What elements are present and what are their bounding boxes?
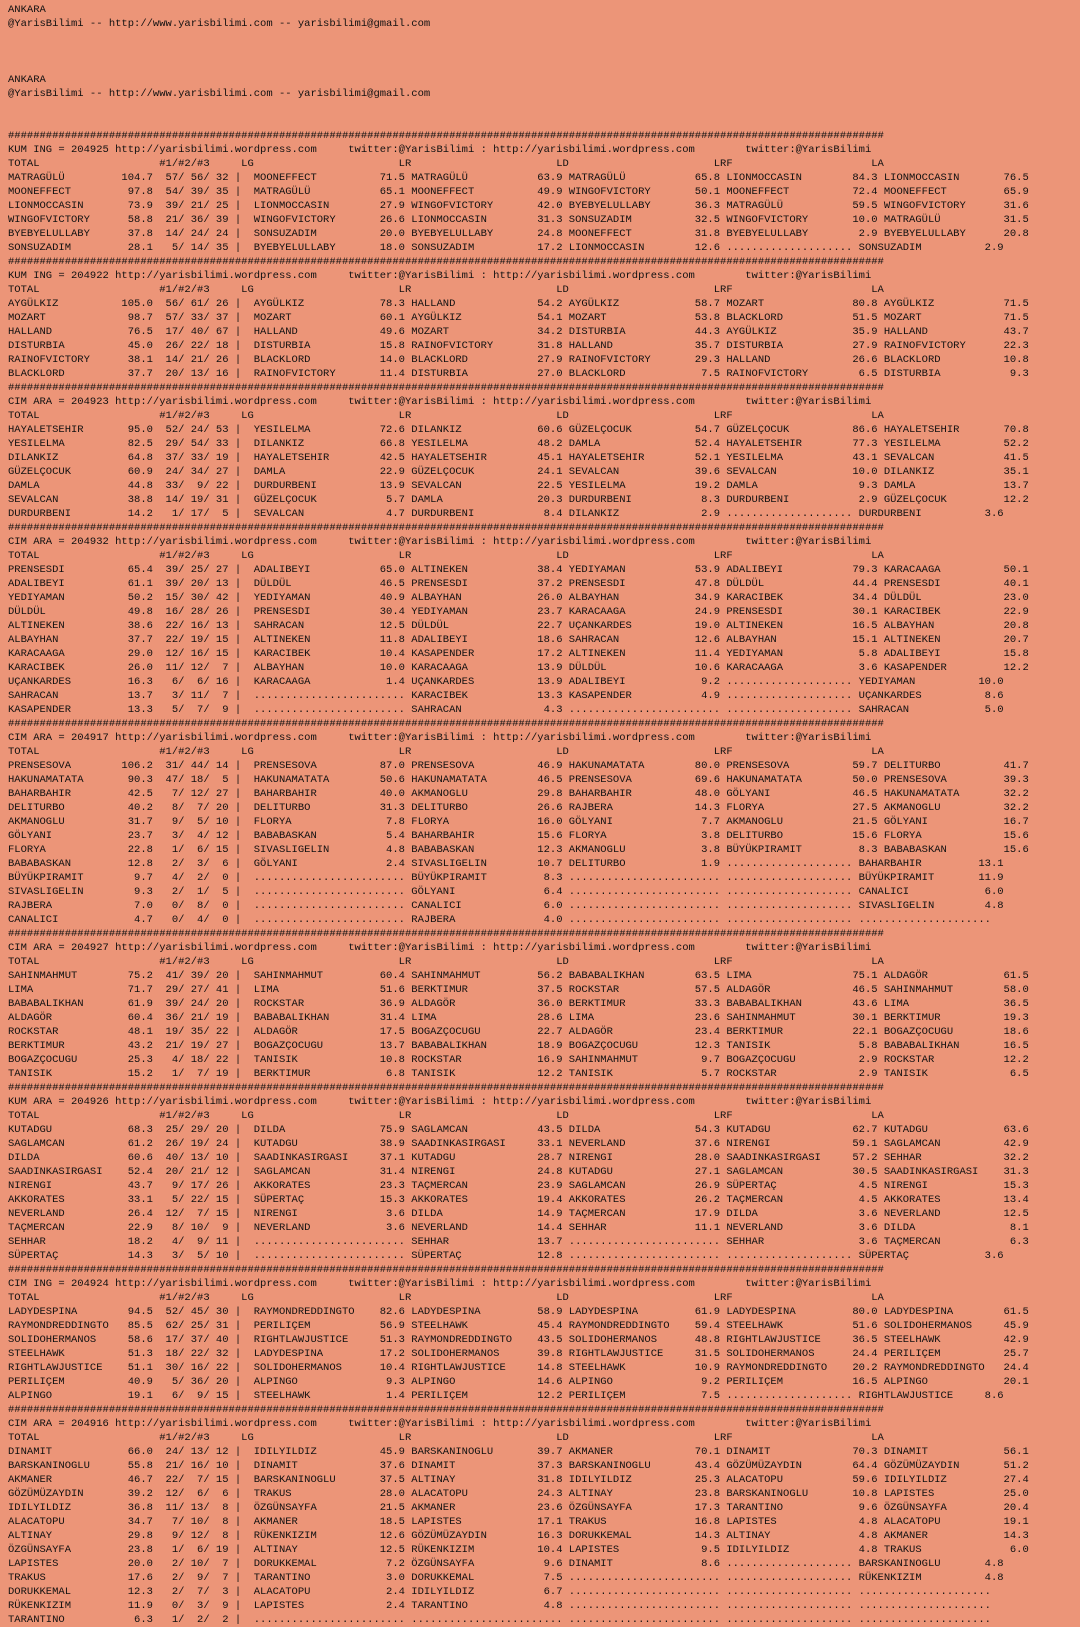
table-row: ADALIBEYI 61.1 39/ 20/ 13 | DÜLDÜL 46.5 PRENSESDI 37.2 PRENSESDI 47.8 DÜLDÜL 44.4 PRENSESDI 40.1 [8, 578, 1029, 590]
table-row: ALTINEKEN 38.6 22/ 16/ 13 | SAHRACAN 12.5 DÜLDÜL 22.7 UÇANKARDES 19.0 ALTINEKEN 16.5 ALBAYHAN 20.8 [8, 620, 1029, 632]
table-row: TARANTINO 6.3 1/ 2/ 2 | ........................ ........................ ........................ .................... ..................... [8, 1614, 991, 1626]
header-line: @YarisBilimi -- http://www.yarisbilimi.com -- yarisbilimi@gmail.com [8, 18, 431, 30]
header-line: ANKARA [8, 4, 46, 16]
table-row: AYGÜLKIZ 105.0 56/ 61/ 26 | AYGÜLKIZ 78.3 HALLAND 54.2 AYGÜLKIZ 58.7 MOZART 80.8 AYGÜLKIZ 71.5 [8, 298, 1029, 310]
blank-line [8, 101, 1080, 115]
table-row: AKKORATES 33.1 5/ 22/ 15 | SÜPERTAÇ 15.3 AKKORATES 19.4 AKKORATES 26.2 TAÇMERCAN 4.5 AKKORATES 13.4 [8, 1194, 1029, 1206]
table-row: BOGAZÇOCUGU 25.3 4/ 18/ 22 | TANISIK 10.8 ROCKSTAR 16.9 SAHINMAHMUT 9.7 BOGAZÇOCUGU 2.9 ROCKSTAR 12.2 [8, 1054, 1029, 1066]
table-row: AKMANER 46.7 22/ 7/ 15 | BARSKANINOGLU 37.5 ALTINAY 31.8 IDILYILDIZ 25.3 ALACATOPU 59.6 IDILYILDIZ 27.4 [8, 1474, 1029, 1486]
table-row: DURDURBENI 14.2 1/ 17/ 5 | SEVALCAN 4.7 DURDURBENI 8.4 DILANKIZ 2.9 .................... DURDURBENI 3.6 [8, 508, 1004, 520]
table-row: GÜZELÇOCUK 60.9 24/ 34/ 27 | DAMLA 22.9 GÜZELÇOCUK 24.1 SEVALCAN 39.6 SEVALCAN 10.0 DILANKIZ 35.1 [8, 466, 1029, 478]
table-row: RIGHTLAWJUSTICE 51.1 30/ 16/ 22 | SOLIDOHERMANOS 10.4 RIGHTLAWJUSTICE 14.8 STEELHAWK 10.9 RAYMONDREDDINGTO 20.2 RAYMONDREDDINGTO 24.4 [8, 1362, 1029, 1374]
table-row: HAKUNAMATATA 90.3 47/ 18/ 5 | HAKUNAMATATA 50.6 HAKUNAMATATA 46.5 PRENSESOVA 69.6 HAKUNAMATATA 50.0 PRENSESOVA 39.3 [8, 774, 1029, 786]
table-row: DORUKKEMAL 12.3 2/ 7/ 3 | ALACATOPU 2.4 IDILYILDIZ 6.7 ........................ .................... ..................... [8, 1586, 991, 1598]
blank-line [8, 45, 1080, 59]
table-row: IDILYILDIZ 36.8 11/ 13/ 8 | ÖZGÜNSAYFA 21.5 AKMANER 23.6 ÖZGÜNSAYFA 17.3 TARANTINO 9.6 ÖZGÜNSAYFA 20.4 [8, 1502, 1029, 1514]
table-row: MATRAGÜLÜ 104.7 57/ 56/ 32 | MOONEFFECT 71.5 MATRAGÜLÜ 63.9 MATRAGÜLÜ 65.8 LIONMOCCASIN 84.3 LIONMOCCASIN 76.5 [8, 172, 1029, 184]
table-row: ROCKSTAR 48.1 19/ 35/ 22 | ALDAGÖR 17.5 BOGAZÇOCUGU 22.7 ALDAGÖR 23.4 BERKTIMUR 22.1 BOGAZÇOCUGU 18.6 [8, 1026, 1029, 1038]
table-row: SÜPERTAÇ 14.3 3/ 5/ 10 | ........................ SÜPERTAÇ 12.8 ........................ .................... SÜPERTAÇ 3.6 [8, 1250, 1004, 1262]
column-header: TOTAL #1/#2/#3 LG LR LD LRF LA [8, 158, 884, 170]
separator-line: ########################################################################################################################################### [8, 1264, 884, 1276]
separator-line: ########################################################################################################################################### [8, 1082, 884, 1094]
column-header: TOTAL #1/#2/#3 LG LR LD LRF LA [8, 1432, 884, 1444]
table-row: ALDAGÖR 60.4 36/ 21/ 19 | BABABALIKHAN 31.4 LIMA 28.6 LIMA 23.6 SAHINMAHMUT 30.1 BERKTIMUR 19.3 [8, 1012, 1029, 1024]
table-row: SONSUZADIM 28.1 5/ 14/ 35 | BYEBYELULLABY 18.0 SONSUZADIM 17.2 LIONMOCCASIN 12.6 .................... SONSUZADIM 2.9 [8, 242, 1004, 254]
table-row: LIONMOCCASIN 73.9 39/ 21/ 25 | LIONMOCCASIN 27.9 WINGOFVICTORY 42.0 BYEBYELULLABY 36.3 MATRAGÜLÜ 59.5 WINGOFVICTORY 31.6 [8, 200, 1029, 212]
header-line: @YarisBilimi -- http://www.yarisbilimi.com -- yarisbilimi@gmail.com [8, 88, 431, 100]
table-row: AKMANOGLU 31.7 9/ 5/ 10 | FLORYA 7.8 FLORYA 16.0 GÖLYANI 7.7 AKMANOGLU 21.5 GÖLYANI 16.7 [8, 816, 1029, 828]
table-row: PRENSESDI 65.4 39/ 25/ 27 | ADALIBEYI 65.0 ALTINEKEN 38.4 YEDIYAMAN 53.9 ADALIBEYI 79.3 KARACAAGA 50.1 [8, 564, 1029, 576]
table-row: SEHHAR 18.2 4/ 9/ 11 | ........................ SEHHAR 13.7 ........................ SEHHAR 3.6 TAÇMERCAN 6.3 [8, 1236, 1029, 1248]
table-row: DILDA 60.6 40/ 13/ 10 | SAADINKASIRGASI 37.1 KUTADGU 28.7 NIRENGI 28.0 SAADINKASIRGASI 57.2 SEHHAR 32.2 [8, 1152, 1029, 1164]
table-row: NEVERLAND 26.4 12/ 7/ 15 | NIRENGI 3.6 DILDA 14.9 TAÇMERCAN 17.9 DILDA 3.6 NEVERLAND 12.5 [8, 1208, 1029, 1220]
separator-line: ########################################################################################################################################### [8, 928, 884, 940]
column-header: TOTAL #1/#2/#3 LG LR LD LRF LA [8, 746, 884, 758]
table-row: HAYALETSEHIR 95.0 52/ 24/ 53 | YESILELMA 72.6 DILANKIZ 60.6 GÜZELÇOCUK 54.7 GÜZELÇOCUK 86.6 HAYALETSEHIR 70.8 [8, 424, 1029, 436]
table-row: KARACIBEK 26.0 11/ 12/ 7 | ALBAYHAN 10.0 KARACAAGA 13.9 DÜLDÜL 10.6 KARACAAGA 3.6 KASAPENDER 12.2 [8, 662, 1029, 674]
table-row: HALLAND 76.5 17/ 40/ 67 | HALLAND 49.6 MOZART 34.2 DISTURBIA 44.3 AYGÜLKIZ 35.9 HALLAND 43.7 [8, 326, 1029, 338]
table-row: PERILIÇEM 40.9 5/ 36/ 20 | ALPINGO 9.3 ALPINGO 14.6 ALPINGO 9.2 PERILIÇEM 16.5 ALPINGO 20.1 [8, 1376, 1029, 1388]
table-row: BABABASKAN 12.8 2/ 3/ 6 | GÖLYANI 2.4 SIVASLIGELIN 10.7 DELITURBO 1.9 .................... BAHARBAHIR 13.1 [8, 858, 1004, 870]
table-row: ALBAYHAN 37.7 22/ 19/ 15 | ALTINEKEN 11.8 ADALIBEYI 18.6 SAHRACAN 12.6 ALBAYHAN 15.1 ALTINEKEN 20.7 [8, 634, 1029, 646]
separator-line: ########################################################################################################################################### [8, 382, 884, 394]
race-title: CIM ING = 204924 http://yarisbilimi.wordpress.com twitter:@YarisBilimi : http://yarisbilimi.wordpress.com twitter:@YarisBilimi [8, 1278, 872, 1290]
separator-line: ########################################################################################################################################### [8, 130, 884, 142]
table-row: SAADINKASIRGASI 52.4 20/ 21/ 12 | SAGLAMCAN 31.4 NIRENGI 24.8 KUTADGU 27.1 SAGLAMCAN 30.5 SAADINKASIRGASI 31.3 [8, 1166, 1029, 1178]
column-header: TOTAL #1/#2/#3 LG LR LD LRF LA [8, 550, 884, 562]
race-title: KUM ING = 204925 http://yarisbilimi.wordpress.com twitter:@YarisBilimi : http://yarisbilimi.wordpress.com twitter:@YarisBilimi [8, 144, 872, 156]
header-line: ANKARA [8, 74, 46, 86]
table-row: ÖZGÜNSAYFA 23.8 1/ 6/ 19 | ALTINAY 12.5 RÜKENKIZIM 10.4 LAPISTES 9.5 IDILYILDIZ 4.8 TRAKUS 6.0 [8, 1544, 1029, 1556]
column-header: TOTAL #1/#2/#3 LG LR LD LRF LA [8, 284, 884, 296]
table-row: SEVALCAN 38.8 14/ 19/ 31 | GÜZELÇOCUK 5.7 DAMLA 20.3 DURDURBENI 8.3 DURDURBENI 2.9 GÜZELÇOCUK 12.2 [8, 494, 1029, 506]
table-row: YESILELMA 82.5 29/ 54/ 33 | DILANKIZ 66.8 YESILELMA 48.2 DAMLA 52.4 HAYALETSEHIR 77.3 YESILELMA 52.2 [8, 438, 1029, 450]
race-title: KUM ARA = 204926 http://yarisbilimi.wordpress.com twitter:@YarisBilimi : http://yarisbilimi.wordpress.com twitter:@YarisBilimi [8, 1096, 872, 1108]
column-header: TOTAL #1/#2/#3 LG LR LD LRF LA [8, 956, 884, 968]
table-row: SAHINMAHMUT 75.2 41/ 39/ 20 | SAHINMAHMUT 60.4 SAHINMAHMUT 56.2 BABABALIKHAN 63.5 LIMA 75.1 ALDAGÖR 61.5 [8, 970, 1029, 982]
table-row: DINAMIT 66.0 24/ 13/ 12 | IDILYILDIZ 45.9 BARSKANINOGLU 39.7 AKMANER 70.1 DINAMIT 70.3 DINAMIT 56.1 [8, 1446, 1029, 1458]
table-row: GÖZÜMÜZAYDIN 39.2 12/ 6/ 6 | TRAKUS 28.0 ALACATOPU 24.3 ALTINAY 23.8 BARSKANINOGLU 10.8 LAPISTES 25.0 [8, 1488, 1029, 1500]
table-row: STEELHAWK 51.3 18/ 22/ 32 | LADYDESPINA 17.2 SOLIDOHERMANOS 39.8 RIGHTLAWJUSTICE 31.5 SOLIDOHERMANOS 24.4 PERILIÇEM 25.7 [8, 1348, 1029, 1360]
table-row: RAYMONDREDDINGTO 85.5 62/ 25/ 31 | PERILIÇEM 56.9 STEELHAWK 45.4 RAYMONDREDDINGTO 59.4 STEELHAWK 51.6 SOLIDOHERMANOS 45.9 [8, 1320, 1029, 1332]
table-row: MOONEFFECT 97.8 54/ 39/ 35 | MATRAGÜLÜ 65.1 MOONEFFECT 49.9 WINGOFVICTORY 50.1 MOONEFFECT 72.4 MOONEFFECT 65.9 [8, 186, 1029, 198]
table-row: SAHRACAN 13.7 3/ 11/ 7 | ........................ KARACIBEK 13.3 KASAPENDER 4.9 .................... UÇANKARDES 8.6 [8, 690, 1004, 702]
table-row: TRAKUS 17.6 2/ 9/ 7 | TARANTINO 3.0 DORUKKEMAL 7.5 ........................ .................... RÜKENKIZIM 4.8 [8, 1572, 1004, 1584]
table-row: KARACAAGA 29.0 12/ 16/ 15 | KARACIBEK 10.4 KASAPENDER 17.2 ALTINEKEN 11.4 YEDIYAMAN 5.8 ADALIBEYI 15.8 [8, 648, 1029, 660]
table-row: DAMLA 44.8 33/ 9/ 22 | DURDURBENI 13.9 SEVALCAN 22.5 YESILELMA 19.2 DAMLA 9.3 DAMLA 13.7 [8, 480, 1029, 492]
table-row: SIVASLIGELIN 9.3 2/ 1/ 5 | ........................ GÖLYANI 6.4 ........................ .................... CANALICI 6.0 [8, 886, 1004, 898]
table-row: DÜLDÜL 49.8 16/ 28/ 26 | PRENSESDI 30.4 YEDIYAMAN 23.7 KARACAAGA 24.9 PRENSESDI 30.1 KARACIBEK 22.9 [8, 606, 1029, 618]
table-row: SOLIDOHERMANOS 58.6 17/ 37/ 40 | RIGHTLAWJUSTICE 51.3 RAYMONDREDDINGTO 43.5 SOLIDOHERMANOS 48.8 RIGHTLAWJUSTICE 36.5 STEELHAWK 42.9 [8, 1334, 1029, 1346]
table-row: YEDIYAMAN 50.2 15/ 30/ 42 | YEDIYAMAN 40.9 ALBAYHAN 26.0 ALBAYHAN 34.9 KARACIBEK 34.4 DÜLDÜL 23.0 [8, 592, 1029, 604]
column-header: TOTAL #1/#2/#3 LG LR LD LRF LA [8, 410, 884, 422]
table-row: DILANKIZ 64.8 37/ 33/ 19 | HAYALETSEHIR 42.5 HAYALETSEHIR 45.1 HAYALETSEHIR 52.1 YESILELMA 43.1 SEVALCAN 41.5 [8, 452, 1029, 464]
separator-line: ########################################################################################################################################### [8, 1404, 884, 1416]
table-row: RAJBERA 7.0 0/ 8/ 0 | ........................ CANALICI 6.0 ........................ .................... SIVASLIGELIN 4.8 [8, 900, 1004, 912]
race-title: CIM ARA = 204917 http://yarisbilimi.wordpress.com twitter:@YarisBilimi : http://yarisbilimi.wordpress.com twitter:@YarisBilimi [8, 732, 872, 744]
table-row: DISTURBIA 45.0 26/ 22/ 18 | DISTURBIA 15.8 RAINOFVICTORY 31.8 HALLAND 35.7 DISTURBIA 27.9 RAINOFVICTORY 22.3 [8, 340, 1029, 352]
table-row: NIRENGI 43.7 9/ 17/ 26 | AKKORATES 23.3 TAÇMERCAN 23.9 SAGLAMCAN 26.9 SÜPERTAÇ 4.5 NIRENGI 15.3 [8, 1180, 1029, 1192]
table-row: RÜKENKIZIM 11.9 0/ 3/ 9 | LAPISTES 2.4 TARANTINO 4.8 ........................ .................... ..................... [8, 1600, 991, 1612]
table-row: BABABALIKHAN 61.9 39/ 24/ 20 | ROCKSTAR 36.9 ALDAGÖR 36.0 BERKTIMUR 33.3 BABABALIKHAN 43.6 LIMA 36.5 [8, 998, 1029, 1010]
table-row: BLACKLORD 37.7 20/ 13/ 16 | RAINOFVICTORY 11.4 DISTURBIA 27.0 BLACKLORD 7.5 RAINOFVICTORY 6.5 DISTURBIA 9.3 [8, 368, 1029, 380]
blank-line [8, 59, 1080, 73]
column-header: TOTAL #1/#2/#3 LG LR LD LRF LA [8, 1110, 884, 1122]
table-row: UÇANKARDES 16.3 6/ 6/ 16 | KARACAAGA 1.4 UÇANKARDES 13.9 ADALIBEYI 9.2 .................... YEDIYAMAN 10.0 [8, 676, 1004, 688]
blank-line [8, 31, 1080, 45]
table-row: ALTINAY 29.8 9/ 12/ 8 | RÜKENKIZIM 12.6 GÖZÜMÜZAYDIN 16.3 DORUKKEMAL 14.3 ALTINAY 4.8 AKMANER 14.3 [8, 1530, 1029, 1542]
table-row: MOZART 98.7 57/ 33/ 37 | MOZART 60.1 AYGÜLKIZ 54.1 MOZART 53.8 BLACKLORD 51.5 MOZART 71.5 [8, 312, 1029, 324]
table-row: RAINOFVICTORY 38.1 14/ 21/ 26 | BLACKLORD 14.0 BLACKLORD 27.9 RAINOFVICTORY 29.3 HALLAND 26.6 BLACKLORD 10.8 [8, 354, 1029, 366]
race-title: CIM ARA = 204916 http://yarisbilimi.wordpress.com twitter:@YarisBilimi : http://yarisbilimi.wordpress.com twitter:@YarisBilimi [8, 1418, 872, 1430]
table-row: FLORYA 22.8 1/ 6/ 15 | SIVASLIGELIN 4.8 BABABASKAN 12.3 AKMANOGLU 3.8 BÜYÜKPIRAMIT 8.3 BABABASKAN 15.6 [8, 844, 1029, 856]
table-row: KASAPENDER 13.3 5/ 7/ 9 | ........................ SAHRACAN 4.3 ........................ .................... SAHRACAN 5.0 [8, 704, 1004, 716]
table-row: TANISIK 15.2 1/ 7/ 19 | BERKTIMUR 6.8 TANISIK 12.2 TANISIK 5.7 ROCKSTAR 2.9 TANISIK 6.5 [8, 1068, 1029, 1080]
table-row: TAÇMERCAN 22.9 8/ 10/ 9 | NEVERLAND 3.6 NEVERLAND 14.4 SEHHAR 11.1 NEVERLAND 3.6 DILDA 8.1 [8, 1222, 1029, 1234]
race-title: CIM ARA = 204932 http://yarisbilimi.wordpress.com twitter:@YarisBilimi : http://yarisbilimi.wordpress.com twitter:@YarisBilimi [8, 536, 872, 548]
separator-line: ########################################################################################################################################### [8, 718, 884, 730]
table-row: BÜYÜKPIRAMIT 9.7 4/ 2/ 0 | ........................ BÜYÜKPIRAMIT 8.3 ........................ .................... BÜYÜKPIRAMIT 11.9 [8, 872, 1004, 884]
table-row: BAHARBAHIR 42.5 7/ 12/ 27 | BAHARBAHIR 40.0 AKMANOGLU 29.8 BAHARBAHIR 48.0 GÖLYANI 46.5 HAKUNAMATATA 32.2 [8, 788, 1029, 800]
race-title: CIM ARA = 204927 http://yarisbilimi.wordpress.com twitter:@YarisBilimi : http://yarisbilimi.wordpress.com twitter:@YarisBilimi [8, 942, 872, 954]
table-row: GÖLYANI 23.7 3/ 4/ 12 | BABABASKAN 5.4 BAHARBAHIR 15.6 FLORYA 3.8 DELITURBO 15.6 FLORYA 15.6 [8, 830, 1029, 842]
blank-line [8, 115, 1080, 129]
table-row: WINGOFVICTORY 58.8 21/ 36/ 39 | WINGOFVICTORY 26.6 LIONMOCCASIN 31.3 SONSUZADIM 32.5 WINGOFVICTORY 10.0 MATRAGÜLÜ 31.5 [8, 214, 1029, 226]
separator-line: ########################################################################################################################################### [8, 522, 884, 534]
table-row: BERKTIMUR 43.2 21/ 19/ 27 | BOGAZÇOCUGU 13.7 BABABALIKHAN 18.9 BOGAZÇOCUGU 12.3 TANISIK 5.8 BABABALIKHAN 16.5 [8, 1040, 1029, 1052]
table-row: BARSKANINOGLU 55.8 21/ 16/ 10 | DINAMIT 37.6 DINAMIT 37.3 BARSKANINOGLU 43.4 GÖZÜMÜZAYDIN 64.4 GÖZÜMÜZAYDIN 51.2 [8, 1460, 1029, 1472]
table-row: SAGLAMCAN 61.2 26/ 19/ 24 | KUTADGU 38.9 SAADINKASIRGASI 33.1 NEVERLAND 37.6 NIRENGI 59.1 SAGLAMCAN 42.9 [8, 1138, 1029, 1150]
table-row: ALPINGO 19.1 6/ 9/ 15 | STEELHAWK 1.4 PERILIÇEM 12.2 PERILIÇEM 7.5 .................... RIGHTLAWJUSTICE 8.6 [8, 1390, 1004, 1402]
table-row: ALACATOPU 34.7 7/ 10/ 8 | AKMANER 18.5 LAPISTES 17.1 TRAKUS 16.8 LAPISTES 4.8 ALACATOPU 19.1 [8, 1516, 1029, 1528]
table-row: LAPISTES 20.0 2/ 10/ 7 | DORUKKEMAL 7.2 ÖZGÜNSAYFA 9.6 DINAMIT 8.6 .................... BARSKANINOGLU 4.8 [8, 1558, 1004, 1570]
table-row: DELITURBO 40.2 8/ 7/ 20 | DELITURBO 31.3 DELITURBO 26.6 RAJBERA 14.3 FLORYA 27.5 AKMANOGLU 32.2 [8, 802, 1029, 814]
table-row: BYEBYELULLABY 37.8 14/ 24/ 24 | SONSUZADIM 20.0 BYEBYELULLABY 24.8 MOONEFFECT 31.8 BYEBYELULLABY 2.9 BYEBYELULLABY 20.8 [8, 228, 1029, 240]
table-row: CANALICI 4.7 0/ 4/ 0 | ........................ RAJBERA 4.0 ........................ .................... ..................... [8, 914, 991, 926]
table-row: KUTADGU 68.3 25/ 29/ 20 | DILDA 75.9 SAGLAMCAN 43.5 DILDA 54.3 KUTADGU 62.7 KUTADGU 63.6 [8, 1124, 1029, 1136]
table-row: LADYDESPINA 94.5 52/ 45/ 30 | RAYMONDREDDINGTO 82.6 LADYDESPINA 58.9 LADYDESPINA 61.9 LADYDESPINA 80.0 LADYDESPINA 61.5 [8, 1306, 1029, 1318]
table-row: PRENSESOVA 106.2 31/ 44/ 14 | PRENSESOVA 87.0 PRENSESOVA 46.9 HAKUNAMATATA 80.0 PRENSESOVA 59.7 DELITURBO 41.7 [8, 760, 1029, 772]
race-title: CIM ARA = 204923 http://yarisbilimi.wordpress.com twitter:@YarisBilimi : http://yarisbilimi.wordpress.com twitter:@YarisBilimi [8, 396, 872, 408]
separator-line: ########################################################################################################################################### [8, 256, 884, 268]
table-row: LIMA 71.7 29/ 27/ 41 | LIMA 51.6 BERKTIMUR 37.5 ROCKSTAR 57.5 ALDAGÖR 46.5 SAHINMAHMUT 58.0 [8, 984, 1029, 996]
column-header: TOTAL #1/#2/#3 LG LR LD LRF LA [8, 1292, 884, 1304]
race-title: KUM ING = 204922 http://yarisbilimi.wordpress.com twitter:@YarisBilimi : http://yarisbilimi.wordpress.com twitter:@YarisBilimi [8, 270, 872, 282]
